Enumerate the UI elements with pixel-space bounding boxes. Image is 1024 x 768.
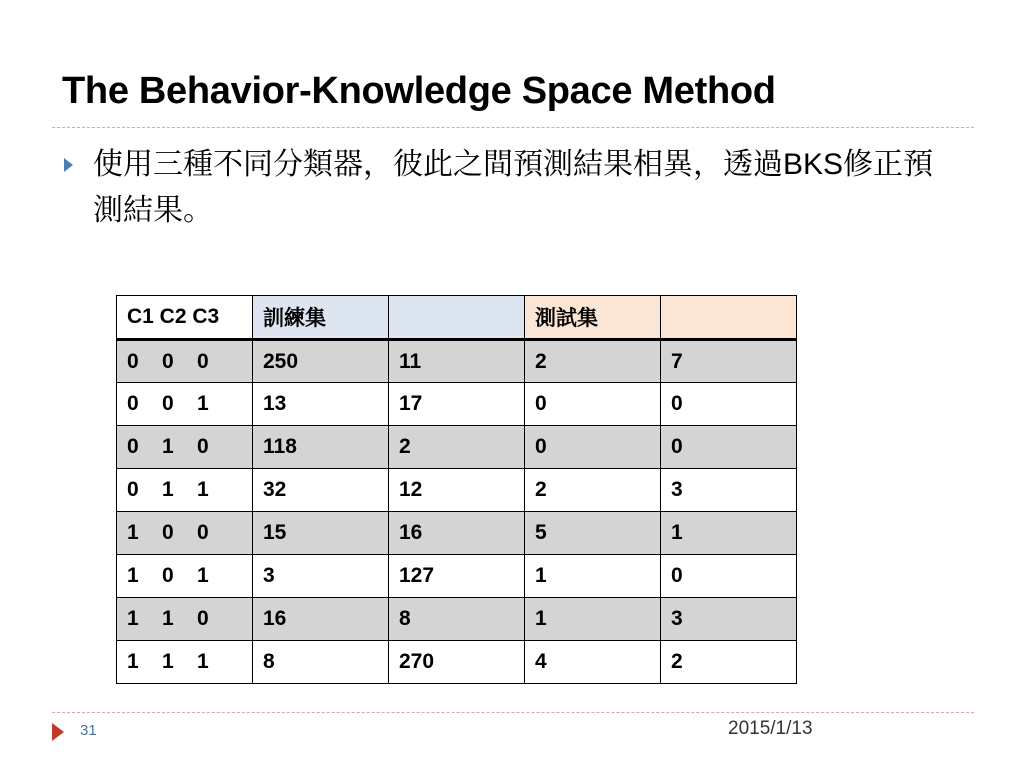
table-cell: 2 [525,340,661,383]
table-row [117,512,797,555]
slide-date: 2015/1/13 [728,718,813,739]
table-row [117,555,797,598]
table-header-row [117,296,797,340]
table-cell: 8 [389,598,525,641]
table-header-cell: 訓練集 [253,296,389,340]
bks-table [116,295,797,684]
table-cell: 0 [661,555,797,598]
table-cell: 250 [253,340,389,383]
table-cell: 5 [525,512,661,555]
table-cell: 1 [661,512,797,555]
title-divider [52,127,974,128]
slide-title: The Behavior-Knowledge Space Method [62,70,776,112]
table-cell: 13 [253,383,389,426]
table-cell: 2 [525,469,661,512]
page-number: 31 [80,722,97,739]
table-cell: 0 0 0 [117,340,253,383]
table-row [117,598,797,641]
table-cell: 1 1 0 [117,598,253,641]
table-cell: 3 [253,555,389,598]
table-cell: 270 [389,641,525,684]
table-header-cell [389,296,525,340]
table-cell: 3 [661,598,797,641]
bullet-arrow-icon [64,158,73,172]
table-cell: 11 [389,340,525,383]
bullet-text: 使用三種不同分類器，彼此之間預測結果相異，透過BKS修正預測結果。 [93,148,934,227]
table-header-cell: C1 C2 C3 [117,296,253,340]
table-cell: 0 1 1 [117,469,253,512]
table-cell: 12 [389,469,525,512]
table-cell: 15 [253,512,389,555]
table-cell: 3 [661,469,797,512]
table-row [117,469,797,512]
table-cell: 0 1 0 [117,426,253,469]
table-header-cell: 測試集 [525,296,661,340]
table-cell: 1 [525,555,661,598]
table-cell: 17 [389,383,525,426]
table-cell: 2 [661,641,797,684]
table-cell: 32 [253,469,389,512]
table-cell: 127 [389,555,525,598]
table-row [117,383,797,426]
table-cell: 0 0 1 [117,383,253,426]
table-cell: 0 [525,383,661,426]
table-cell: 7 [661,340,797,383]
table-cell: 0 [661,426,797,469]
table-cell: 1 1 1 [117,641,253,684]
table-cell: 2 [389,426,525,469]
table-row [117,340,797,383]
table-cell: 4 [525,641,661,684]
footer-divider [52,712,974,713]
table-cell: 118 [253,426,389,469]
table-cell: 0 [525,426,661,469]
table-row [117,641,797,684]
table-header-cell [661,296,797,340]
table-cell: 1 0 0 [117,512,253,555]
table-cell: 1 0 1 [117,555,253,598]
table-cell: 0 [661,383,797,426]
table-row [117,426,797,469]
table-cell: 1 [525,598,661,641]
footer-arrow-icon [52,723,64,741]
table-cell: 16 [389,512,525,555]
table-cell: 8 [253,641,389,684]
table-cell: 16 [253,598,389,641]
